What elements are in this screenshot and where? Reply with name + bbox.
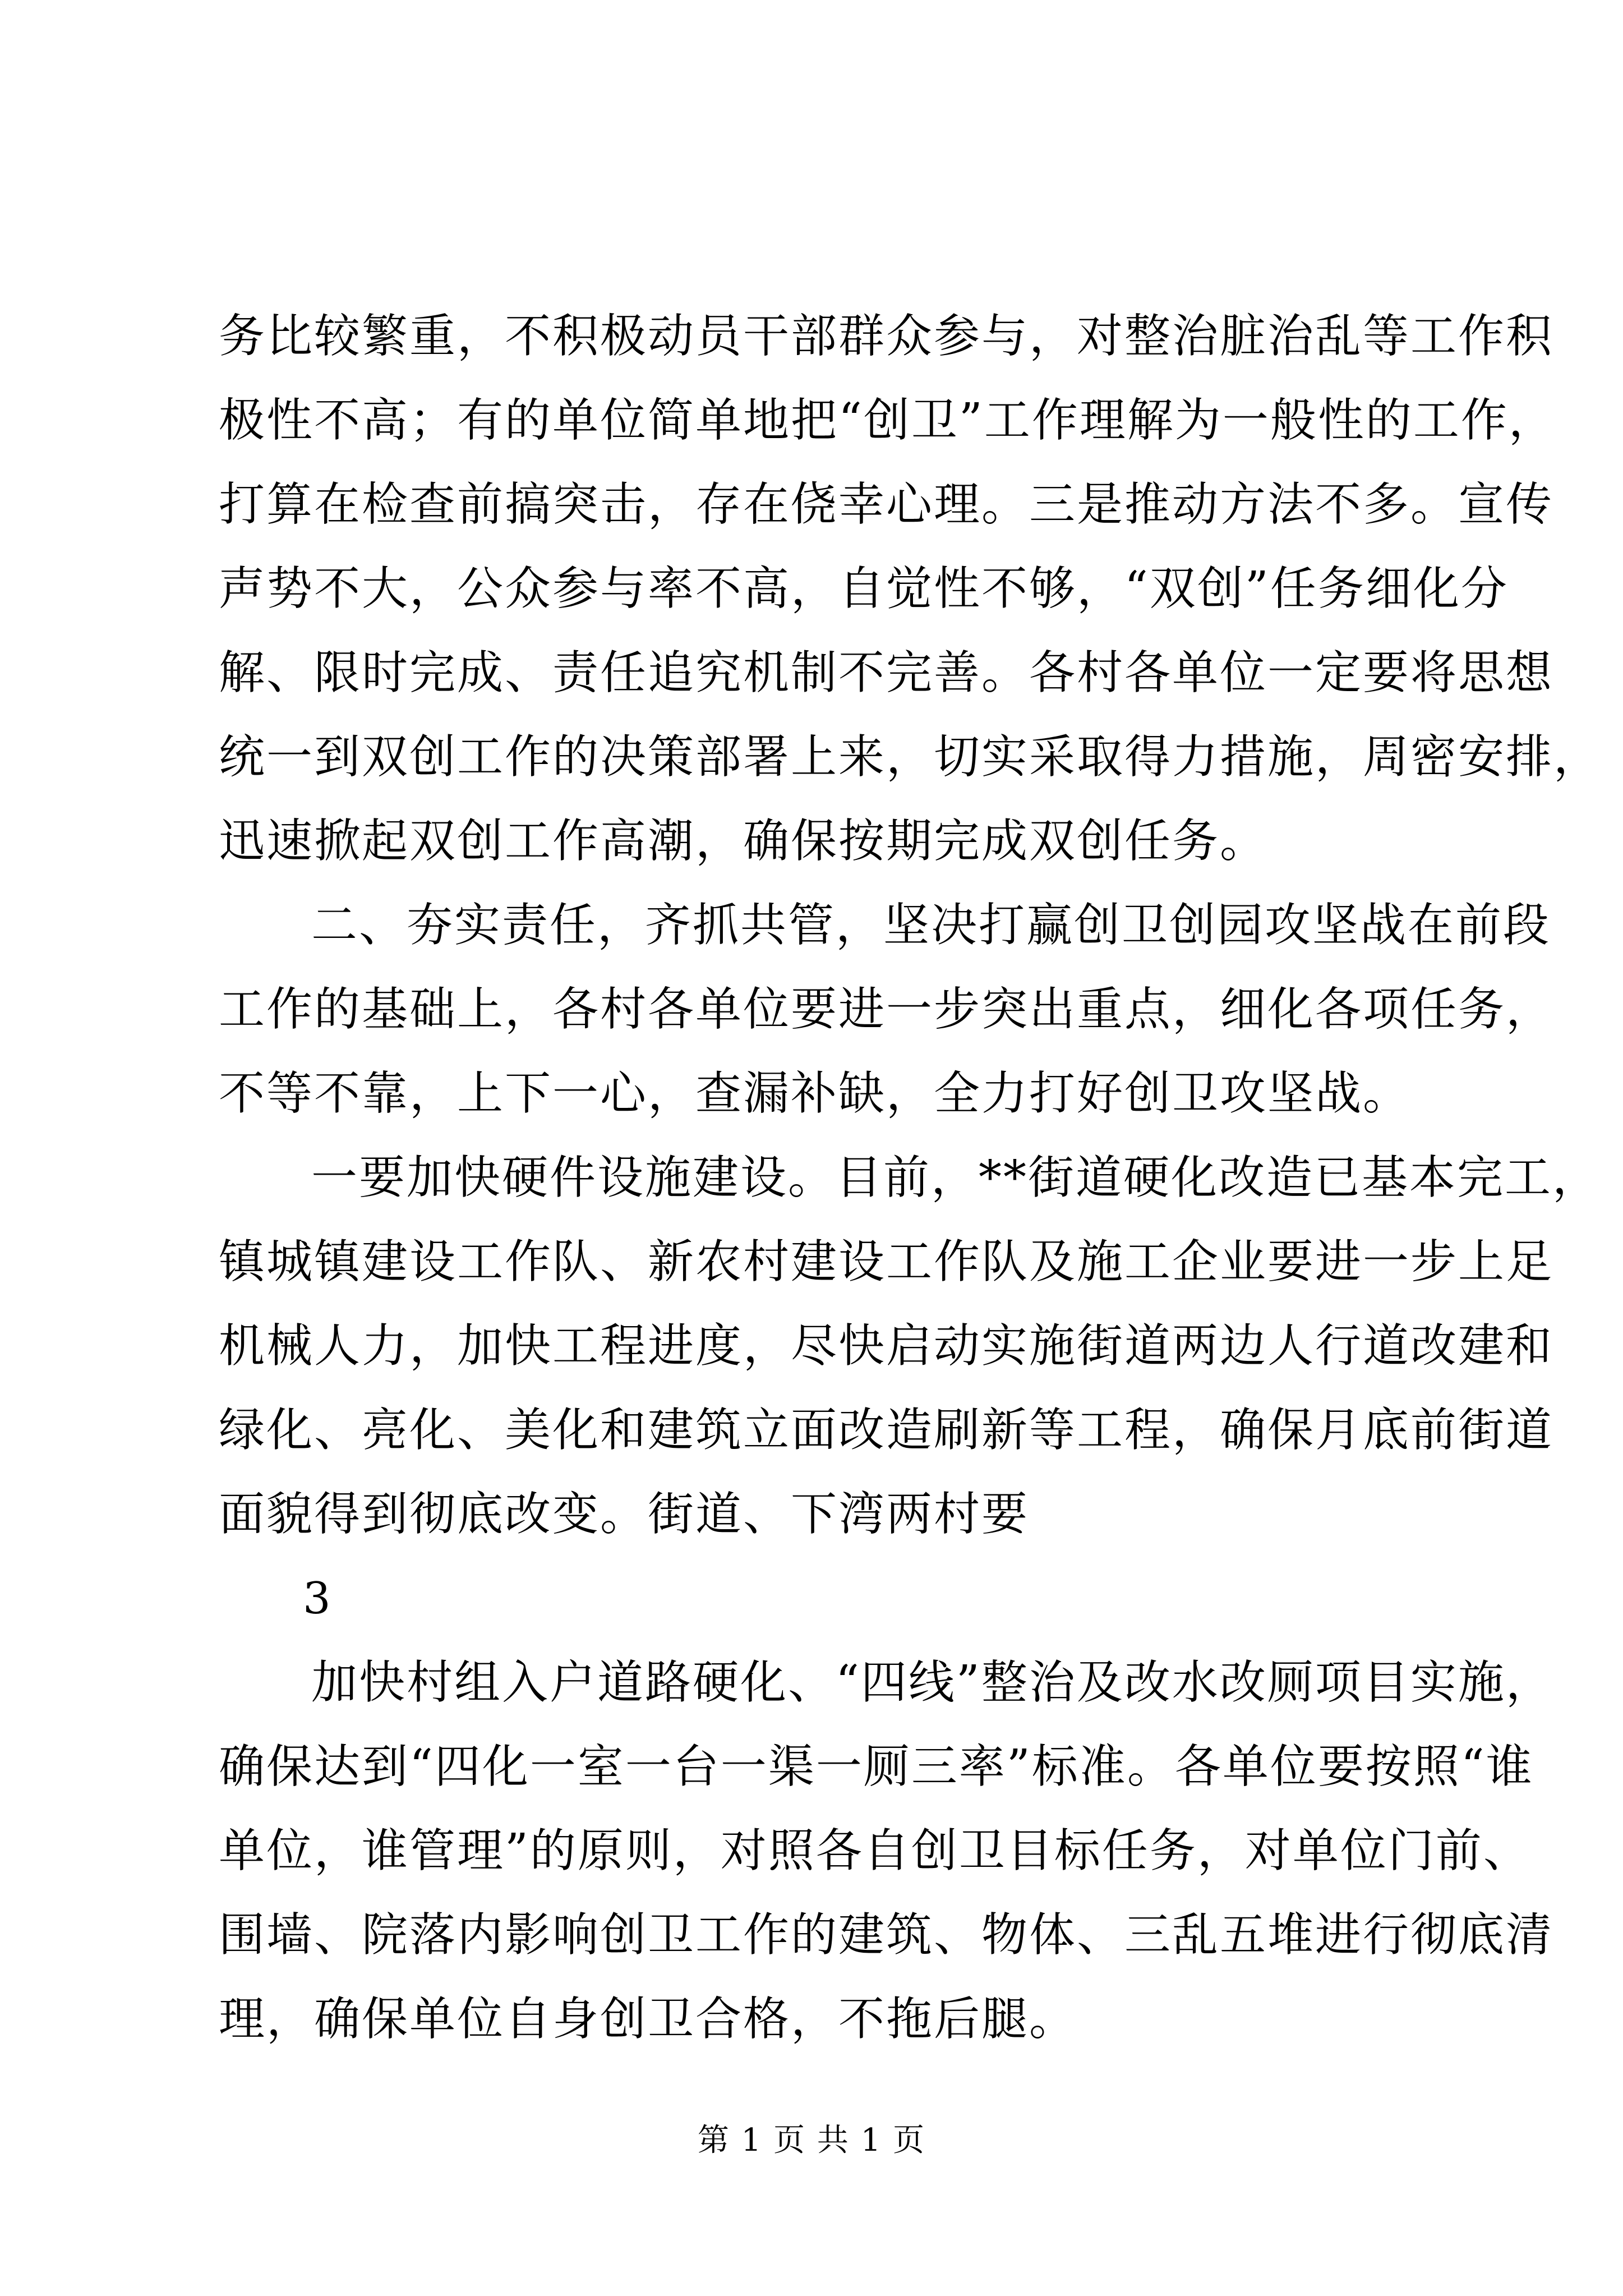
body-line: 围墙、院落内影响创卫工作的建筑、物体、三乱五堆进行彻底清 — [219, 1908, 1554, 1962]
page-footer: 第 1 页 共 1 页 — [697, 2122, 926, 2159]
body-line: 务比较繁重，不积极动员干部群众参与，对整治脏治乱等工作积 — [219, 310, 1554, 363]
body-line: 机械人力，加快工程进度，尽快启动实施街道两边人行道改建和 — [219, 1319, 1554, 1373]
body-line: 面貌得到彻底改变。街道、下湾两村要 — [219, 1488, 1030, 1541]
body-line: 镇城镇建设工作队、新农村建设工作队及施工企业要进一步上足 — [219, 1235, 1554, 1289]
body-line: 绿化、亮化、美化和建筑立面改造刷新等工程，确保月底前街道 — [219, 1404, 1554, 1457]
body-line: 打算在检查前搞突击，存在侥幸心理。三是推动方法不多。宣传 — [219, 478, 1554, 531]
body-line: 工作的基础上，各村各单位要进一步突出重点，细化各项任务， — [219, 983, 1554, 1036]
inline-page-number: 3 — [303, 1573, 331, 1624]
body-line: 确保达到“四化一室一台一渠一厕三率”标准。各单位要按照“谁 — [219, 1740, 1534, 1793]
section-heading-line: 二、夯实责任，齐抓共管，坚决打赢创卫创园攻坚战在前段 — [311, 899, 1551, 952]
body-line: 声势不大，公众参与率不高，自觉性不够，“双创”任务细化分 — [219, 562, 1509, 615]
body-line: 迅速掀起双创工作高潮，确保按期完成双创任务。 — [219, 815, 1268, 868]
body-line: 极性不高；有的单位简单地把“创卫”工作理解为一般性的工作， — [219, 394, 1556, 447]
body-line: 解、限时完成、责任追究机制不完善。各村各单位一定要将思想 — [219, 646, 1554, 700]
body-line: 单位，谁管理”的原则，对照各自创卫目标任务，对单位门前、 — [219, 1824, 1531, 1878]
body-line: 统一到双创工作的决策部署上来，切实采取得力措施，周密安排， — [219, 730, 1602, 784]
paragraph-first-line: 一要加快硬件设施建设。目前，**街道硬化改造已基本完工， — [311, 1151, 1601, 1204]
body-line: 不等不靠，上下一心，查漏补缺，全力打好创卫攻坚战。 — [219, 1067, 1411, 1120]
paragraph-first-line: 加快村组入户道路硬化、“四线”整治及改水改厕项目实施， — [311, 1656, 1553, 1709]
body-line: 理，确保单位自身创卫合格，不拖后腿。 — [219, 1993, 1077, 2046]
